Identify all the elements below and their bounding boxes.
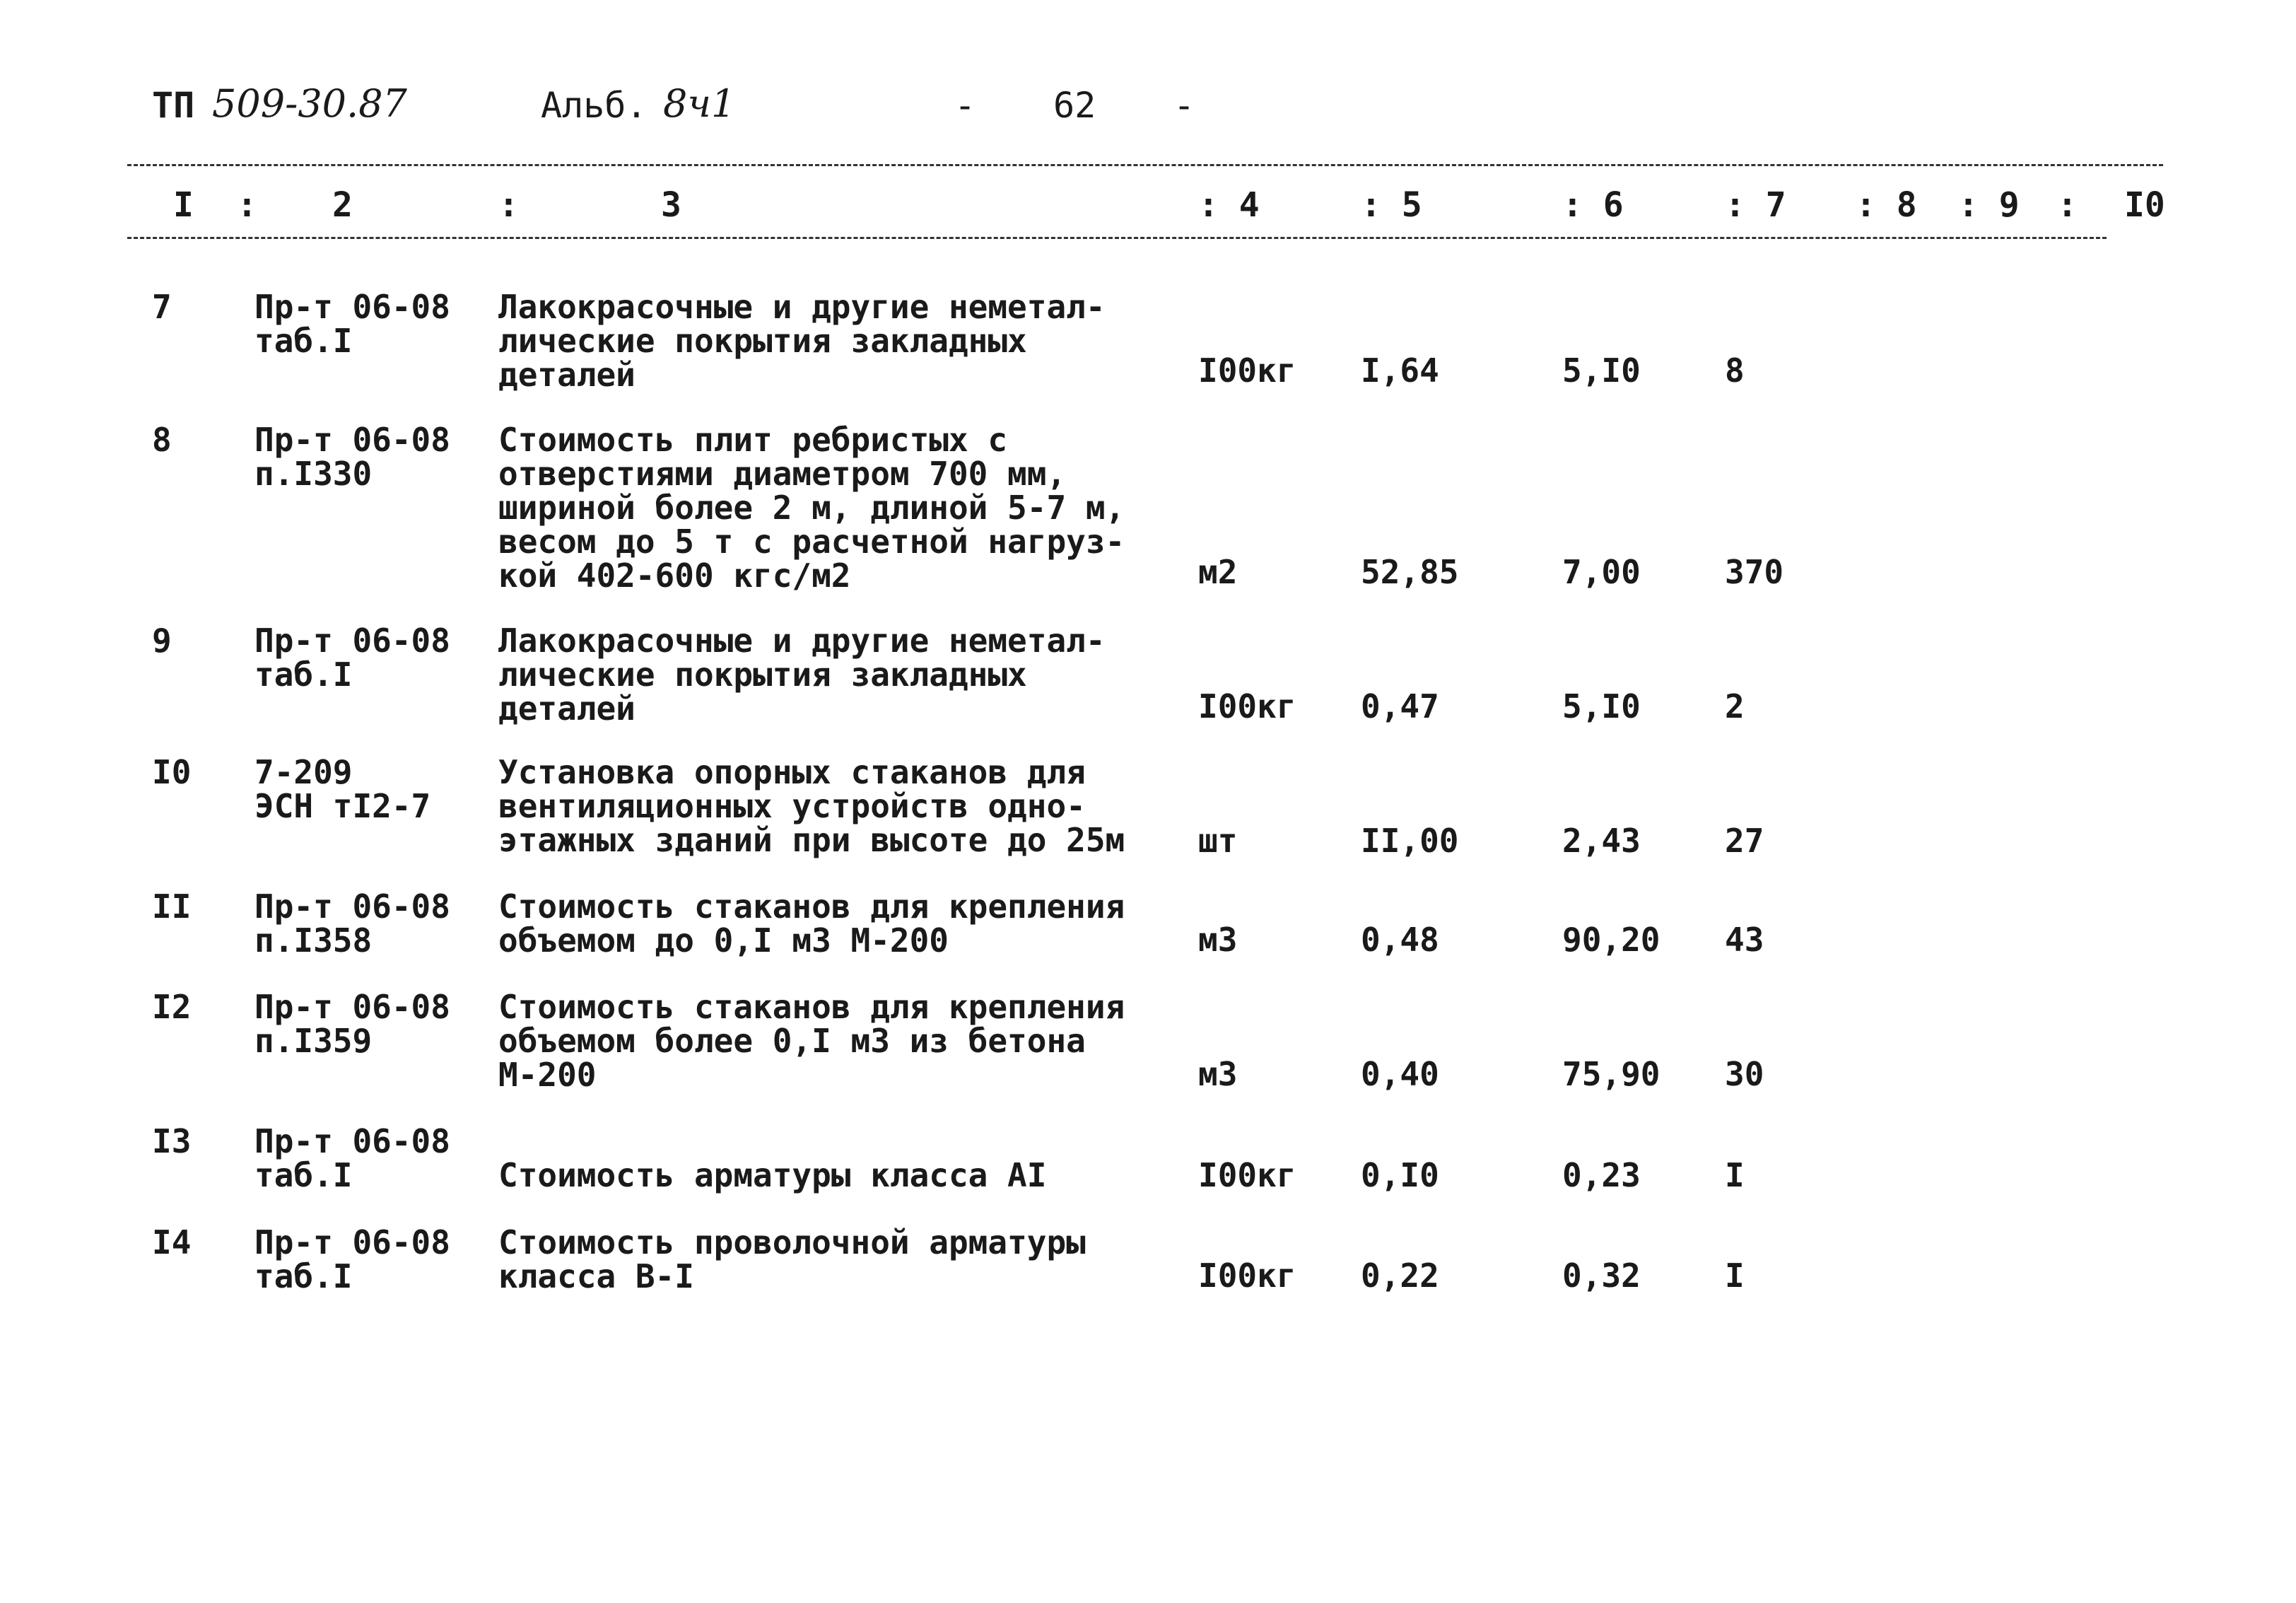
row-price: 2,43 xyxy=(1562,822,1641,860)
row-description: Установка опорных стаканов для вентиляционных устройств одно- этажных зданий при высоте до 25м xyxy=(498,753,1125,859)
row-quantity: 0,40 xyxy=(1361,1055,1439,1093)
row-description: Лакокрасочные и другие неметал- лические покрытия закладных деталей xyxy=(498,622,1106,728)
row-description: Стоимость проволочной арматуры класса В-I xyxy=(498,1223,1086,1295)
row-price: 7,00 xyxy=(1562,553,1641,591)
page-number: 62 xyxy=(1053,85,1096,126)
row-total: 2 xyxy=(1725,687,1745,725)
row-number: II xyxy=(152,887,192,926)
col-6: : 6 xyxy=(1562,185,1624,225)
row-quantity: II,00 xyxy=(1361,822,1459,860)
row-reference: Пр-т 06-08 таб.I xyxy=(254,288,450,360)
row-reference: Пр-т 06-08 п.I330 xyxy=(254,421,450,493)
series-number: 509-30.87 xyxy=(212,81,407,126)
row-total: 8 xyxy=(1725,351,1745,390)
col-2: 2 xyxy=(332,185,353,225)
col-8: : 8 xyxy=(1856,185,1917,225)
row-total: I xyxy=(1725,1257,1745,1295)
col-7: : 7 xyxy=(1725,185,1786,225)
row-total: 27 xyxy=(1725,822,1764,860)
row-quantity: 0,22 xyxy=(1361,1257,1439,1295)
top-divider xyxy=(127,164,2163,166)
album-label: Альб. xyxy=(541,85,648,126)
row-description: Стоимость стаканов для крепления объемом более 0,I м3 из бетона М-200 xyxy=(498,988,1125,1094)
row-description: Стоимость стаканов для крепления объемом до 0,I м3 М-200 xyxy=(498,887,1125,960)
row-unit: I00кг xyxy=(1198,1257,1296,1295)
row-unit: м2 xyxy=(1198,553,1238,591)
row-number: 8 xyxy=(152,421,172,459)
row-reference: 7-209 ЭСН тI2-7 xyxy=(254,753,431,825)
col-9: : 9 xyxy=(1958,185,2020,225)
row-number: 7 xyxy=(152,288,172,326)
row-price: 0,32 xyxy=(1562,1257,1641,1295)
page-dash-right: - xyxy=(1173,85,1195,126)
row-quantity: 0,48 xyxy=(1361,921,1439,959)
row-unit: I00кг xyxy=(1198,687,1296,725)
row-unit: м3 xyxy=(1198,1055,1238,1093)
row-number: 9 xyxy=(152,622,172,660)
col-sep: : xyxy=(2057,185,2078,225)
row-price: 75,90 xyxy=(1562,1055,1660,1093)
row-unit: шт xyxy=(1198,822,1238,860)
row-total: I xyxy=(1725,1156,1745,1194)
col-3: 3 xyxy=(661,185,681,225)
col-sep: : xyxy=(498,185,519,225)
row-number: I3 xyxy=(152,1122,192,1160)
header-divider xyxy=(127,237,2107,239)
row-reference: Пр-т 06-08 таб.I xyxy=(254,622,450,694)
row-reference: Пр-т 06-08 п.I359 xyxy=(254,988,450,1060)
col-10: I0 xyxy=(2124,185,2165,225)
row-quantity: 52,85 xyxy=(1361,553,1459,591)
row-description: Лакокрасочные и другие неметал- лические покрытия закладных деталей xyxy=(498,288,1106,394)
row-unit: I00кг xyxy=(1198,351,1296,390)
row-unit: м3 xyxy=(1198,921,1238,959)
row-price: 5,I0 xyxy=(1562,687,1641,725)
row-number: I2 xyxy=(152,988,192,1026)
row-number: I4 xyxy=(152,1223,192,1261)
row-number: I0 xyxy=(152,753,192,791)
row-reference: Пр-т 06-08 таб.I xyxy=(254,1122,450,1194)
row-quantity: 0,47 xyxy=(1361,687,1439,725)
series-prefix: ТП xyxy=(152,85,195,126)
row-reference: Пр-т 06-08 п.I358 xyxy=(254,887,450,960)
col-4: : 4 xyxy=(1198,185,1260,225)
col-sep: : xyxy=(237,185,257,225)
row-price: 0,23 xyxy=(1562,1156,1641,1194)
col-1: I xyxy=(173,185,194,225)
row-description: Стоимость арматуры класса АI xyxy=(498,1156,1047,1194)
row-unit: I00кг xyxy=(1198,1156,1296,1194)
row-total: 30 xyxy=(1725,1055,1764,1093)
row-quantity: I,64 xyxy=(1361,351,1439,390)
row-total: 370 xyxy=(1725,553,1784,591)
row-quantity: 0,I0 xyxy=(1361,1156,1439,1194)
row-description: Стоимость плит ребристых с отверстиями диаметром 700 мм, шириной более 2 м, длиной 5-7 м, весом до 5 т с расчетной нагруз- кой 402-600 кгс/м2 xyxy=(498,421,1125,595)
row-price: 90,20 xyxy=(1562,921,1660,959)
row-price: 5,I0 xyxy=(1562,351,1641,390)
album-number: 8ч1 xyxy=(663,81,736,126)
col-5: : 5 xyxy=(1361,185,1422,225)
row-reference: Пр-т 06-08 таб.I xyxy=(254,1223,450,1295)
row-total: 43 xyxy=(1725,921,1764,959)
page-dash-left: - xyxy=(954,85,976,126)
